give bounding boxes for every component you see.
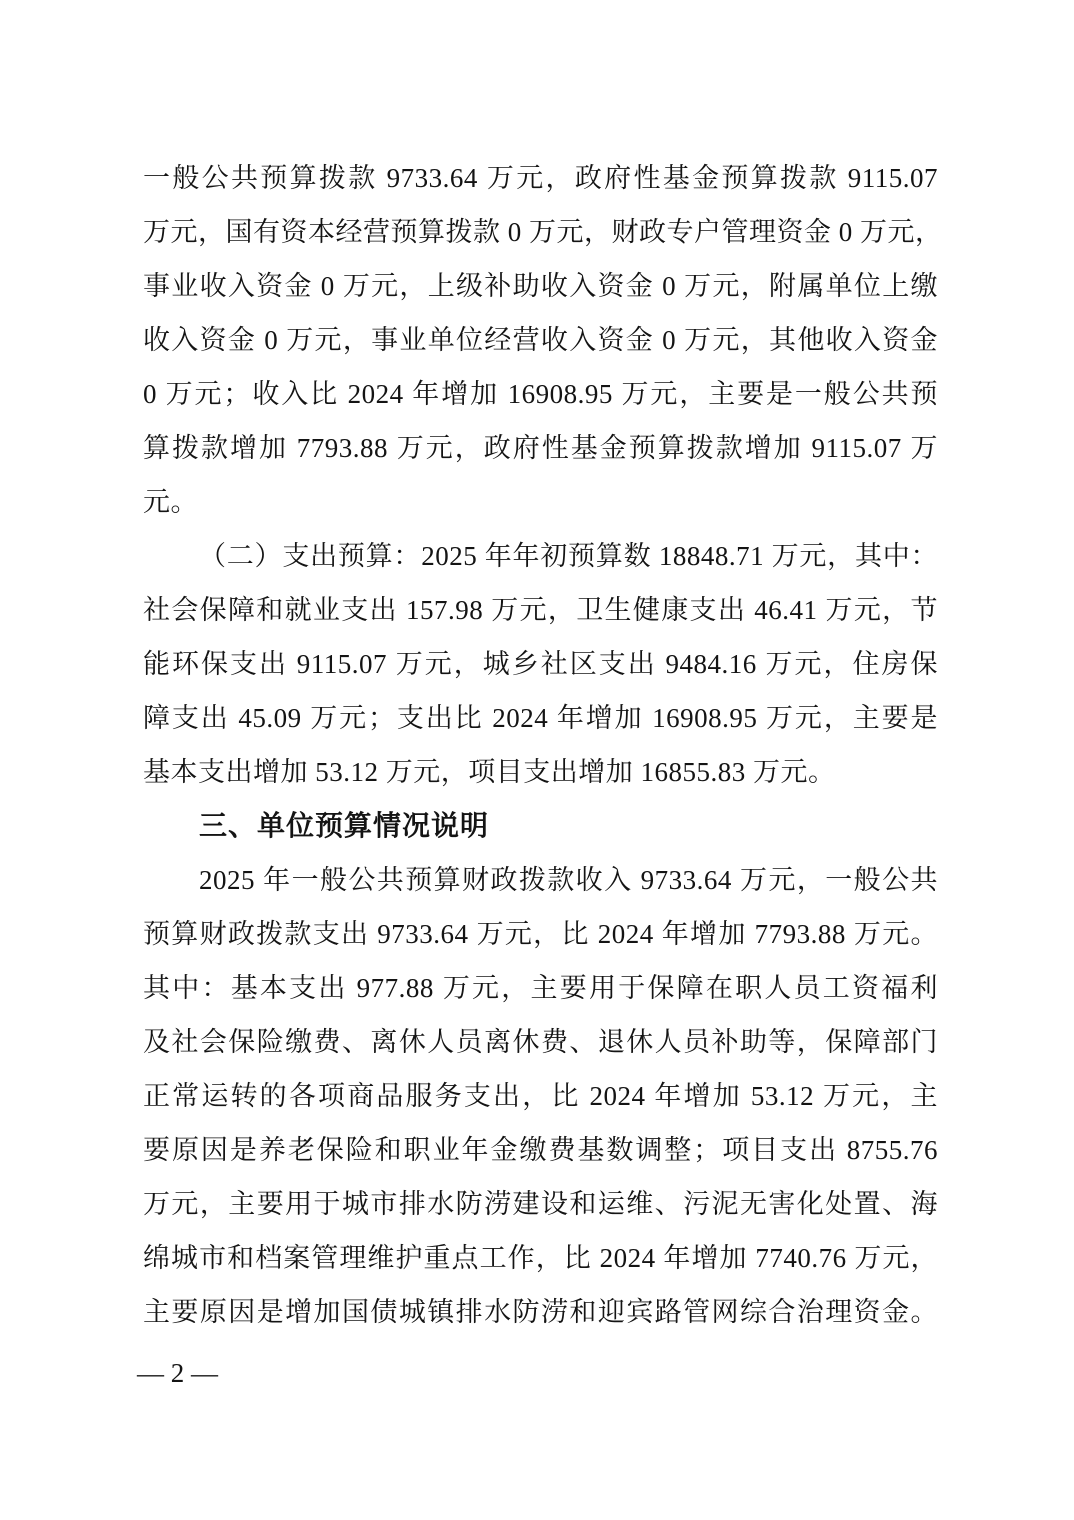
body-line-8 bbox=[143, 529, 938, 583]
subheading-expenditure-budget: （二）支出预算： bbox=[199, 541, 422, 571]
body-line-6: 算拨款增加 7793.88 万元，政府性基金预算拨款增加 9115.07 万 bbox=[143, 433, 938, 463]
text-column bbox=[143, 151, 943, 1339]
body-line-1: 一般公共预算拨款 9733.64 万元，政府性基金预算拨款 9115.07 bbox=[143, 163, 938, 193]
body-line-19: 要原因是养老保险和职业年金缴费基数调整；项目支出 8755.76 bbox=[143, 1135, 938, 1165]
body-line-7: 元。 bbox=[143, 487, 198, 517]
body-line-5: 0 万元；收入比 2024 年增加 16908.95 万元，主要是一般公共预 bbox=[143, 379, 938, 409]
body-line-2: 万元，国有资本经营预算拨款 0 万元，财政专户管理资金 0 万元， bbox=[143, 217, 943, 247]
body-line-18: 正常运转的各项商品服务支出，比 2024 年增加 53.12 万元，主 bbox=[143, 1081, 938, 1111]
body-line-10: 能环保支出 9115.07 万元，城乡社区支出 9484.16 万元，住房保 bbox=[143, 649, 938, 679]
body-line-22: 主要原因是增加国债城镇排水防涝和迎宾路管网综合治理资金。 bbox=[143, 1297, 938, 1327]
body-line-9: 社会保障和就业支出 157.98 万元，卫生健康支出 46.41 万元，节 bbox=[143, 595, 938, 625]
body-line-20: 万元，主要用于城市排水防涝建设和运维、污泥无害化处置、海 bbox=[143, 1189, 938, 1219]
body-line-3: 事业收入资金 0 万元，上级补助收入资金 0 万元，附属单位上缴 bbox=[143, 271, 938, 301]
body-line-17: 及社会保险缴费、离休人员离休费、退休人员补助等，保障部门 bbox=[143, 1027, 938, 1057]
body-line-12: 基本支出增加 53.12 万元，项目支出增加 16855.83 万元。 bbox=[143, 757, 836, 787]
body-line-15: 预算财政拨款支出 9733.64 万元，比 2024 年增加 7793.88 万元。 bbox=[143, 919, 938, 949]
body-line-11: 障支出 45.09 万元；支出比 2024 年增加 16908.95 万元，主要是 bbox=[143, 703, 938, 733]
section-heading-unit-budget: 三、单位预算情况说明 bbox=[199, 810, 490, 841]
body-line-21: 绵城市和档案管理维护重点工作，比 2024 年增加 7740.76 万元， bbox=[143, 1243, 938, 1273]
body-line-16: 其中：基本支出 977.88 万元，主要用于保障在职人员工资福利 bbox=[143, 973, 938, 1003]
body-line-14: 2025 年一般公共预算财政拨款收入 9733.64 万元，一般公共 bbox=[199, 865, 938, 895]
body-line-8-text: 2025 年年初预算数 18848.71 万元，其中： bbox=[421, 541, 939, 571]
page-number: — 2 — bbox=[137, 1358, 218, 1388]
body-line-4: 收入资金 0 万元，事业单位经营收入资金 0 万元，其他收入资金 bbox=[143, 325, 938, 355]
